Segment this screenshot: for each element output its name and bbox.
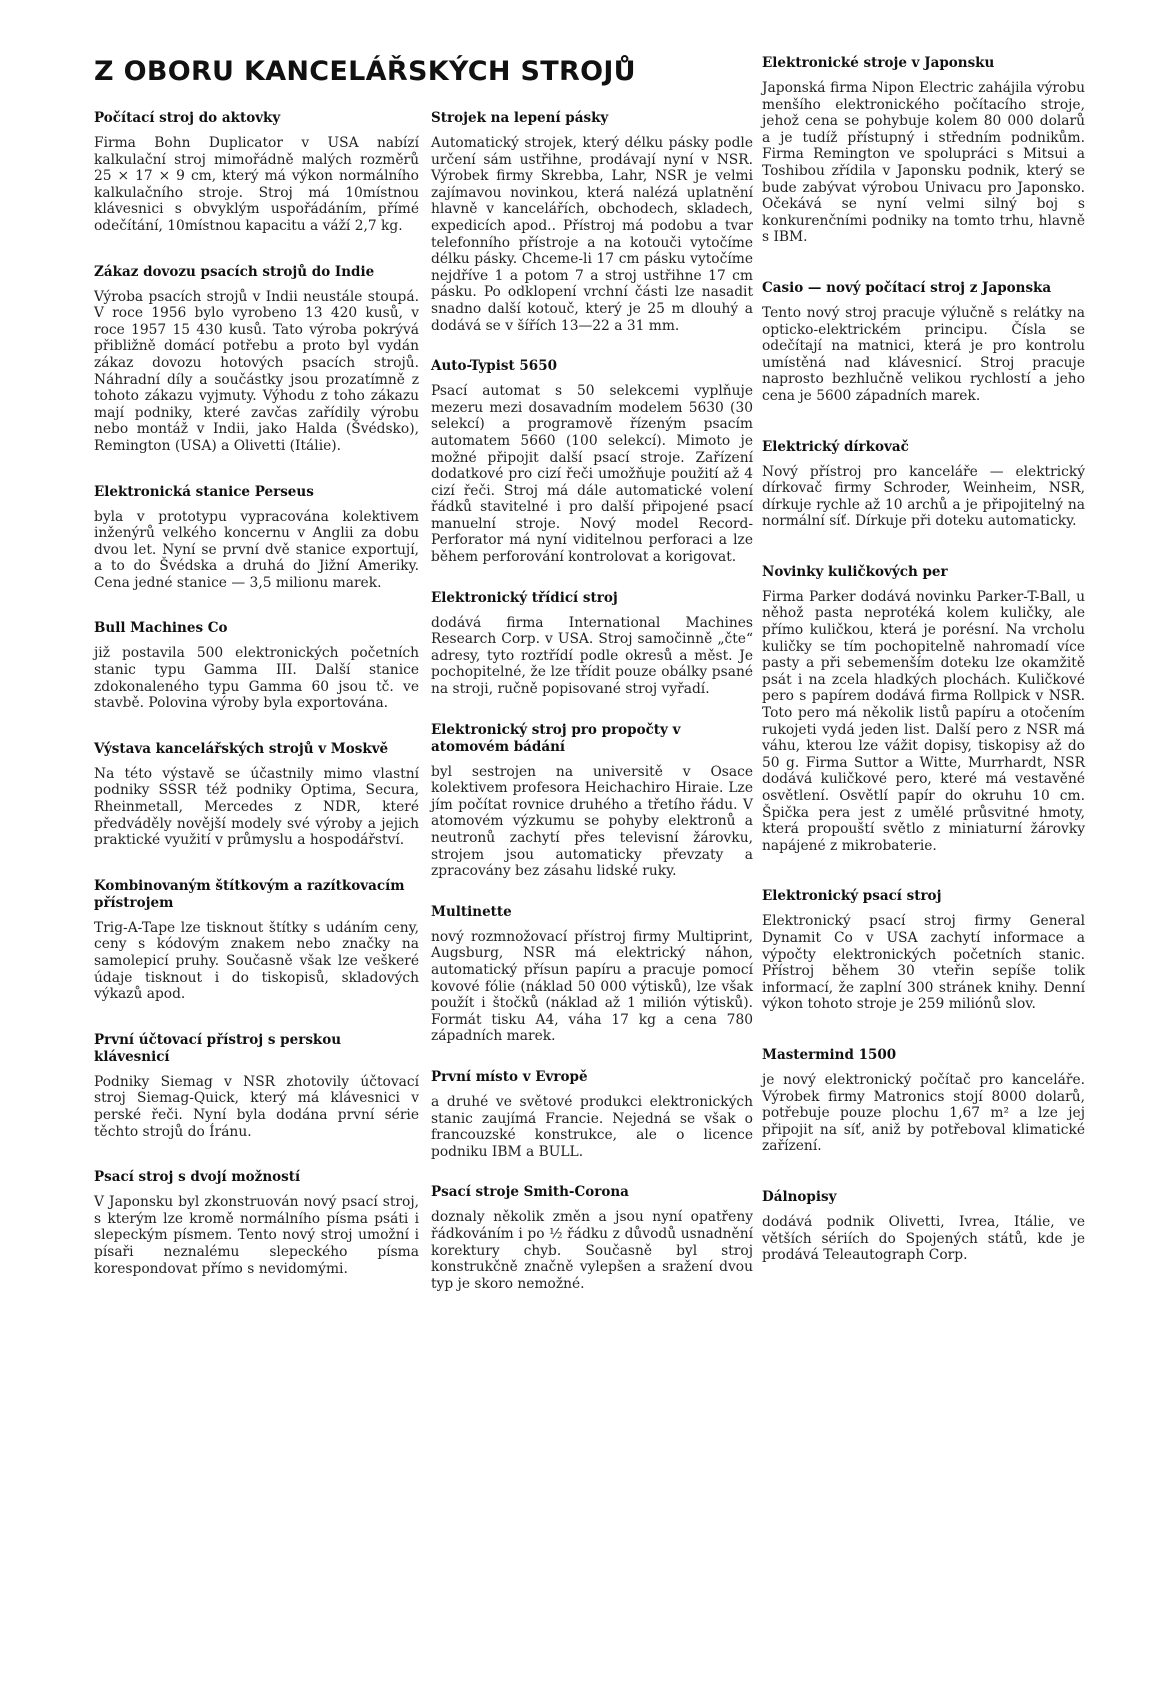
article bbox=[94, 741, 419, 849]
article-heading: Dálnopisy bbox=[762, 1188, 837, 1205]
article-body: Na této výstavě se účastnily mimo vlastní podniky SSSR též podniky Optima, Secura, Rheinmetall, Mercedes z NDR, které předváděly novější modely své výroby a jejich praktické využití v průmyslu a hospodářství. bbox=[94, 765, 419, 849]
article-body: Elektronický psací stroj firmy General Dynamit Co v USA zachytí informace a výpočty elektronických početních stanic. Přístroj během 30 vteřin sepíše tolik informací, že zaplní 300 stránek knihy. Denní výkon tohoto stroje je 259 miliónů slov. bbox=[762, 913, 1085, 1013]
article-heading: Kombinovaným štítkovým a razítkovacím přístrojem bbox=[94, 877, 405, 911]
article bbox=[431, 1069, 753, 1160]
article-body: Firma Parker dodává novinku Parker-T-Ball, u něhož pasta neprotéká kolem kuličky, ale přímo kuličkou, která je porésní. Na vrcholu kuličky se tím pochopitelně nahromadí více pasty a při sebemenším doteku lze okamžitě psát i na zcela hladkých plochách. Kuličkové pero s papírem dodává firma Rollpick v NSR. Toto pero má několik listů papíru a otočením rukojeti vydá jeden list. Další pero z NSR má váhu, kterou lze vážit dopisy, tiskopisy až do 50 g. Firma Suttor a Witte, Murrhardt, NSR dodává kuličkové pero, které má vestavěné osvětlení. Osvětlí papír do okruhu 10 cm. Špička pera jest z umělé průsvitné hmoty, která propouští světlo z miniaturní žárovky napájené z mikrobaterie. bbox=[762, 588, 1085, 854]
article-heading: První místo v Evropě bbox=[431, 1068, 588, 1085]
article bbox=[762, 1189, 1085, 1264]
article-heading: Casio — nový počítací stroj z Japonska bbox=[762, 279, 1052, 296]
article-body: dodává firma International Machines Research Corp. v USA. Stroj samočinně „čte“ adresy, tyto roztřídí podle okresů a měst. Je pochopitelné, že lze třídit pouze obálky psané na stroji, ručně popisované stroj vyřadí. bbox=[431, 614, 753, 698]
article-body: Trig-A-Tape lze tisknout štítky s udáním ceny, ceny s kódovým znakem nebo značky na samolepicí pruhy. Současně však lze veškeré údaje tisknout i do tiskopisů, skladových výkazů apod. bbox=[94, 919, 419, 1003]
article bbox=[762, 564, 1085, 855]
article-body: byla v prototypu vypracována kolektivem inženýrů velkého koncernu v Anglii za dobu dvou let. Nyní se první dvě stanice exportují, a to do Švédska a druhá do Jižní Ameriky. Cena jedné stanice — 3,5 milionu marek. bbox=[94, 508, 419, 591]
article bbox=[94, 484, 419, 592]
article-heading: Zákaz dovozu psacích strojů do Indie bbox=[94, 263, 375, 280]
article bbox=[762, 439, 1085, 530]
article-body: nový rozmnožovací přístroj firmy Multiprint, Augsburg, NSR má elektrický náhon, automatický přísun papíru a pracuje pomocí kovové fólie (náklad 50 000 výtisků), lze však použít i štočků (náklad až 1 milión výtisků). Formát tisku A4, váha 17 kg a cena 780 západních marek. bbox=[431, 928, 753, 1045]
article-heading: Elektronický stroj pro propočty v atomovém bádání bbox=[431, 721, 681, 755]
article bbox=[94, 1032, 419, 1140]
column-3 bbox=[762, 55, 1085, 1298]
article bbox=[762, 280, 1085, 405]
article bbox=[431, 722, 753, 880]
article bbox=[94, 878, 419, 1003]
article bbox=[431, 110, 753, 334]
page-title: Z OBORU KANCELÁŘSKÝCH STROJŮ bbox=[94, 56, 636, 87]
article-body: doznaly několik změn a jsou nyní opatřeny řádkováním i po ½ řádku z důvodů usnadnění korektury chyb. Současně byl stroj konstrukčně značně vylepšen a sražení dvou typ je skoro nemožné. bbox=[431, 1209, 753, 1292]
article-heading: První účtovací přístroj s perskou klávesnicí bbox=[94, 1031, 342, 1065]
article bbox=[762, 1047, 1085, 1155]
article-body: již postavila 500 elektronických početních stanic typu Gamma III. Další stanice zdokonaleného typu Gamma 60 jsou tč. ve stavbě. Polovina výroby byla exportována. bbox=[94, 645, 419, 712]
article-body: je nový elektronický počítač pro kanceláře. Výrobek firmy Matronics stojí 8000 dolarů, potřebuje pouze plochu 1,67 m² a lze jej připojit na síť, aniž by potřeboval klimatické zařízení. bbox=[762, 1071, 1085, 1155]
article-heading: Elektronické stroje v Japonsku bbox=[762, 55, 995, 71]
article bbox=[762, 55, 1085, 246]
article bbox=[94, 1169, 419, 1277]
article-body: Firma Bohn Duplicator v USA nabízí kalkulační stroj mimořádně malých rozměrů 25 × 17 × 9 cm, který má výkon normálního kalkulačního stroje. Stroj má 10místnou klávesnici s obvyklým uspořádáním, přímé odečítání, 10místnou kapacitu a váží 2,7 kg. bbox=[94, 135, 419, 234]
article-heading: Bull Machines Co bbox=[94, 620, 228, 637]
article-body: dodává podnik Olivetti, Ivrea, Itálie, ve větších sériích do Spojených států, kde je prodává Teleautograph Corp. bbox=[762, 1213, 1085, 1264]
article-heading: Multinette bbox=[431, 903, 512, 920]
article-body: Podniky Siemag v NSR zhotovily účtovací stroj Siemag-Quick, který má klávesnici v perské řeči. Nyní byla dodána první série těchto strojů do Íránu. bbox=[94, 1073, 419, 1140]
article-body: Nový přístroj pro kanceláře — elektrický dírkovač firmy Schroder, Weinheim, NSR, dírkuje rychle až 10 archů a je připojitelný na normální síť. Dírkuje při doteku automaticky. bbox=[762, 463, 1085, 530]
article bbox=[94, 620, 419, 711]
article-heading: Mastermind 1500 bbox=[762, 1046, 897, 1063]
article-body: Tento nový stroj pracuje výlučně s relátky na opticko-elektrickém principu. Čísla se odečítají na matnici, která je pro kontrolu umístěná nad klávesnicí. Stroj pracuje naprosto bezhlučně velikou rychlostí a jeho cena je 5600 západních marek. bbox=[762, 304, 1085, 404]
article-body: Automatický strojek, který délku pásky podle určení sám ustřihne, prodávají nyní v NSR. Výrobek firmy Skrebba, Lahr, NSR je velmi zajímavou novinkou, která nalézá uplatnění hlavně v kancelářích, obchodech, skladech, expedicích apod.. Přístroj má podobu a tvar telefonního přístroje a na kotouči vytočíme délku pásky. Chceme-li 17 cm pásku vytočíme nejdříve 1 a potom 7 a stroj ustřihne 17 cm pásku. Po odklopení vrchní části lze nasadit snadno další kotouč, který je 25 m dlouhý a dodává se v šířích 13—22 a 31 mm. bbox=[431, 135, 753, 334]
article-heading: Elektronický psací stroj bbox=[762, 888, 942, 905]
article-body: Výroba psacích strojů v Indii neustále stoupá. V roce 1956 bylo vyrobeno 13 420 kusů, v roce 1957 15 430 kusů. Tato výroba pokrývá přibližně domácí potřebu a proto byl vydán zákaz dovozu hotových psacích strojů. Náhradní díly a součástky jsou prozatímně z tohoto zákazu vyjmuty. Výhodu z toho zákazu mají podniky, které zavčas zařídily výrobu nebo montáž v Indii, jako Halda (Švédsko), Remington (USA) a Olivetti (Itálie). bbox=[94, 288, 419, 454]
article-heading: Auto-Typist 5650 bbox=[431, 358, 557, 375]
article-body: Japonská firma Nipon Electric zahájila výrobu menšího elektronického počítacího stroje, jehož cena se pohybuje kolem 80 000 dolarů a je tudíž přístupný i středním podnikům. Firma Remington ve spolupráci s Mitsui a Toshibou zřídila v Japonsku podnik, který se bude zabývat výrobou Univacu pro Japonsko. Očekává se nyní velmi silný boj s konkurenčními podniky na tomto trhu, hlavně s IBM. bbox=[762, 80, 1085, 246]
article-heading: Elektrický dírkovač bbox=[762, 438, 909, 455]
article bbox=[431, 590, 753, 698]
article bbox=[94, 110, 419, 235]
article bbox=[94, 264, 419, 455]
article-body: a druhé ve světové produkci elektronických stanic zaujímá Francie. Nejedná se však o francouzské konstrukce, ale o licence podniku IBM a BULL. bbox=[431, 1093, 753, 1160]
article-heading: Elektronický třídicí stroj bbox=[431, 589, 618, 606]
article-heading: Výstava kancelářských strojů v Moskvě bbox=[94, 740, 389, 757]
article bbox=[762, 888, 1085, 1013]
article-body: Psací automat s 50 selekcemi vyplňuje mezeru mezi dosavadním modelem 5630 (30 selekcí) a programově řízeným psacím automatem 5660 (100 selekcí). Mimoto je možné připojit další psací stroje. Zařízení dodatkové pro cizí řeči umožňuje použití až 4 cizí řeči. Stroj má dále automatické volení řádků stavitelné i pro další připojené psací manuelní stroje. Nový model Record-Perforator má nyní viditelnou perforaci a lze během perforování kontrolovat a korigovat. bbox=[431, 383, 753, 566]
article-body: V Japonsku byl zkonstruován nový psací stroj, s kterým lze kromě normálního písma psáti i slepeckým písmem. Tento nový stroj umožní i písaři neznalému slepeckého písma korespondovat přímo s nevidomými. bbox=[94, 1194, 419, 1277]
column-1 bbox=[94, 110, 419, 1306]
article-heading: Psací stroj s dvojí možností bbox=[94, 1169, 301, 1186]
article-heading: Elektronická stanice Perseus bbox=[94, 483, 314, 500]
article bbox=[431, 358, 753, 566]
article-heading: Strojek na lepení pásky bbox=[431, 110, 609, 126]
article-heading: Psací stroje Smith-Corona bbox=[431, 1184, 629, 1201]
article-heading: Počítací stroj do aktovky bbox=[94, 110, 281, 126]
article-body: byl sestrojen na universitě v Osace kolektivem profesora Heichachiro Hiraie. Lze jím počítat rovnice druhého a třetího řádu. V atomovém výzkumu se pohyby elektronů a neutronů zachytí přes televisní žárovku, strojem jsou automaticky převzaty a zpracovány bez zásahu lidské ruky. bbox=[431, 763, 753, 880]
article-heading: Novinky kuličkových per bbox=[762, 563, 948, 580]
article bbox=[431, 1184, 753, 1292]
column-2 bbox=[431, 110, 753, 1316]
article bbox=[431, 904, 753, 1045]
